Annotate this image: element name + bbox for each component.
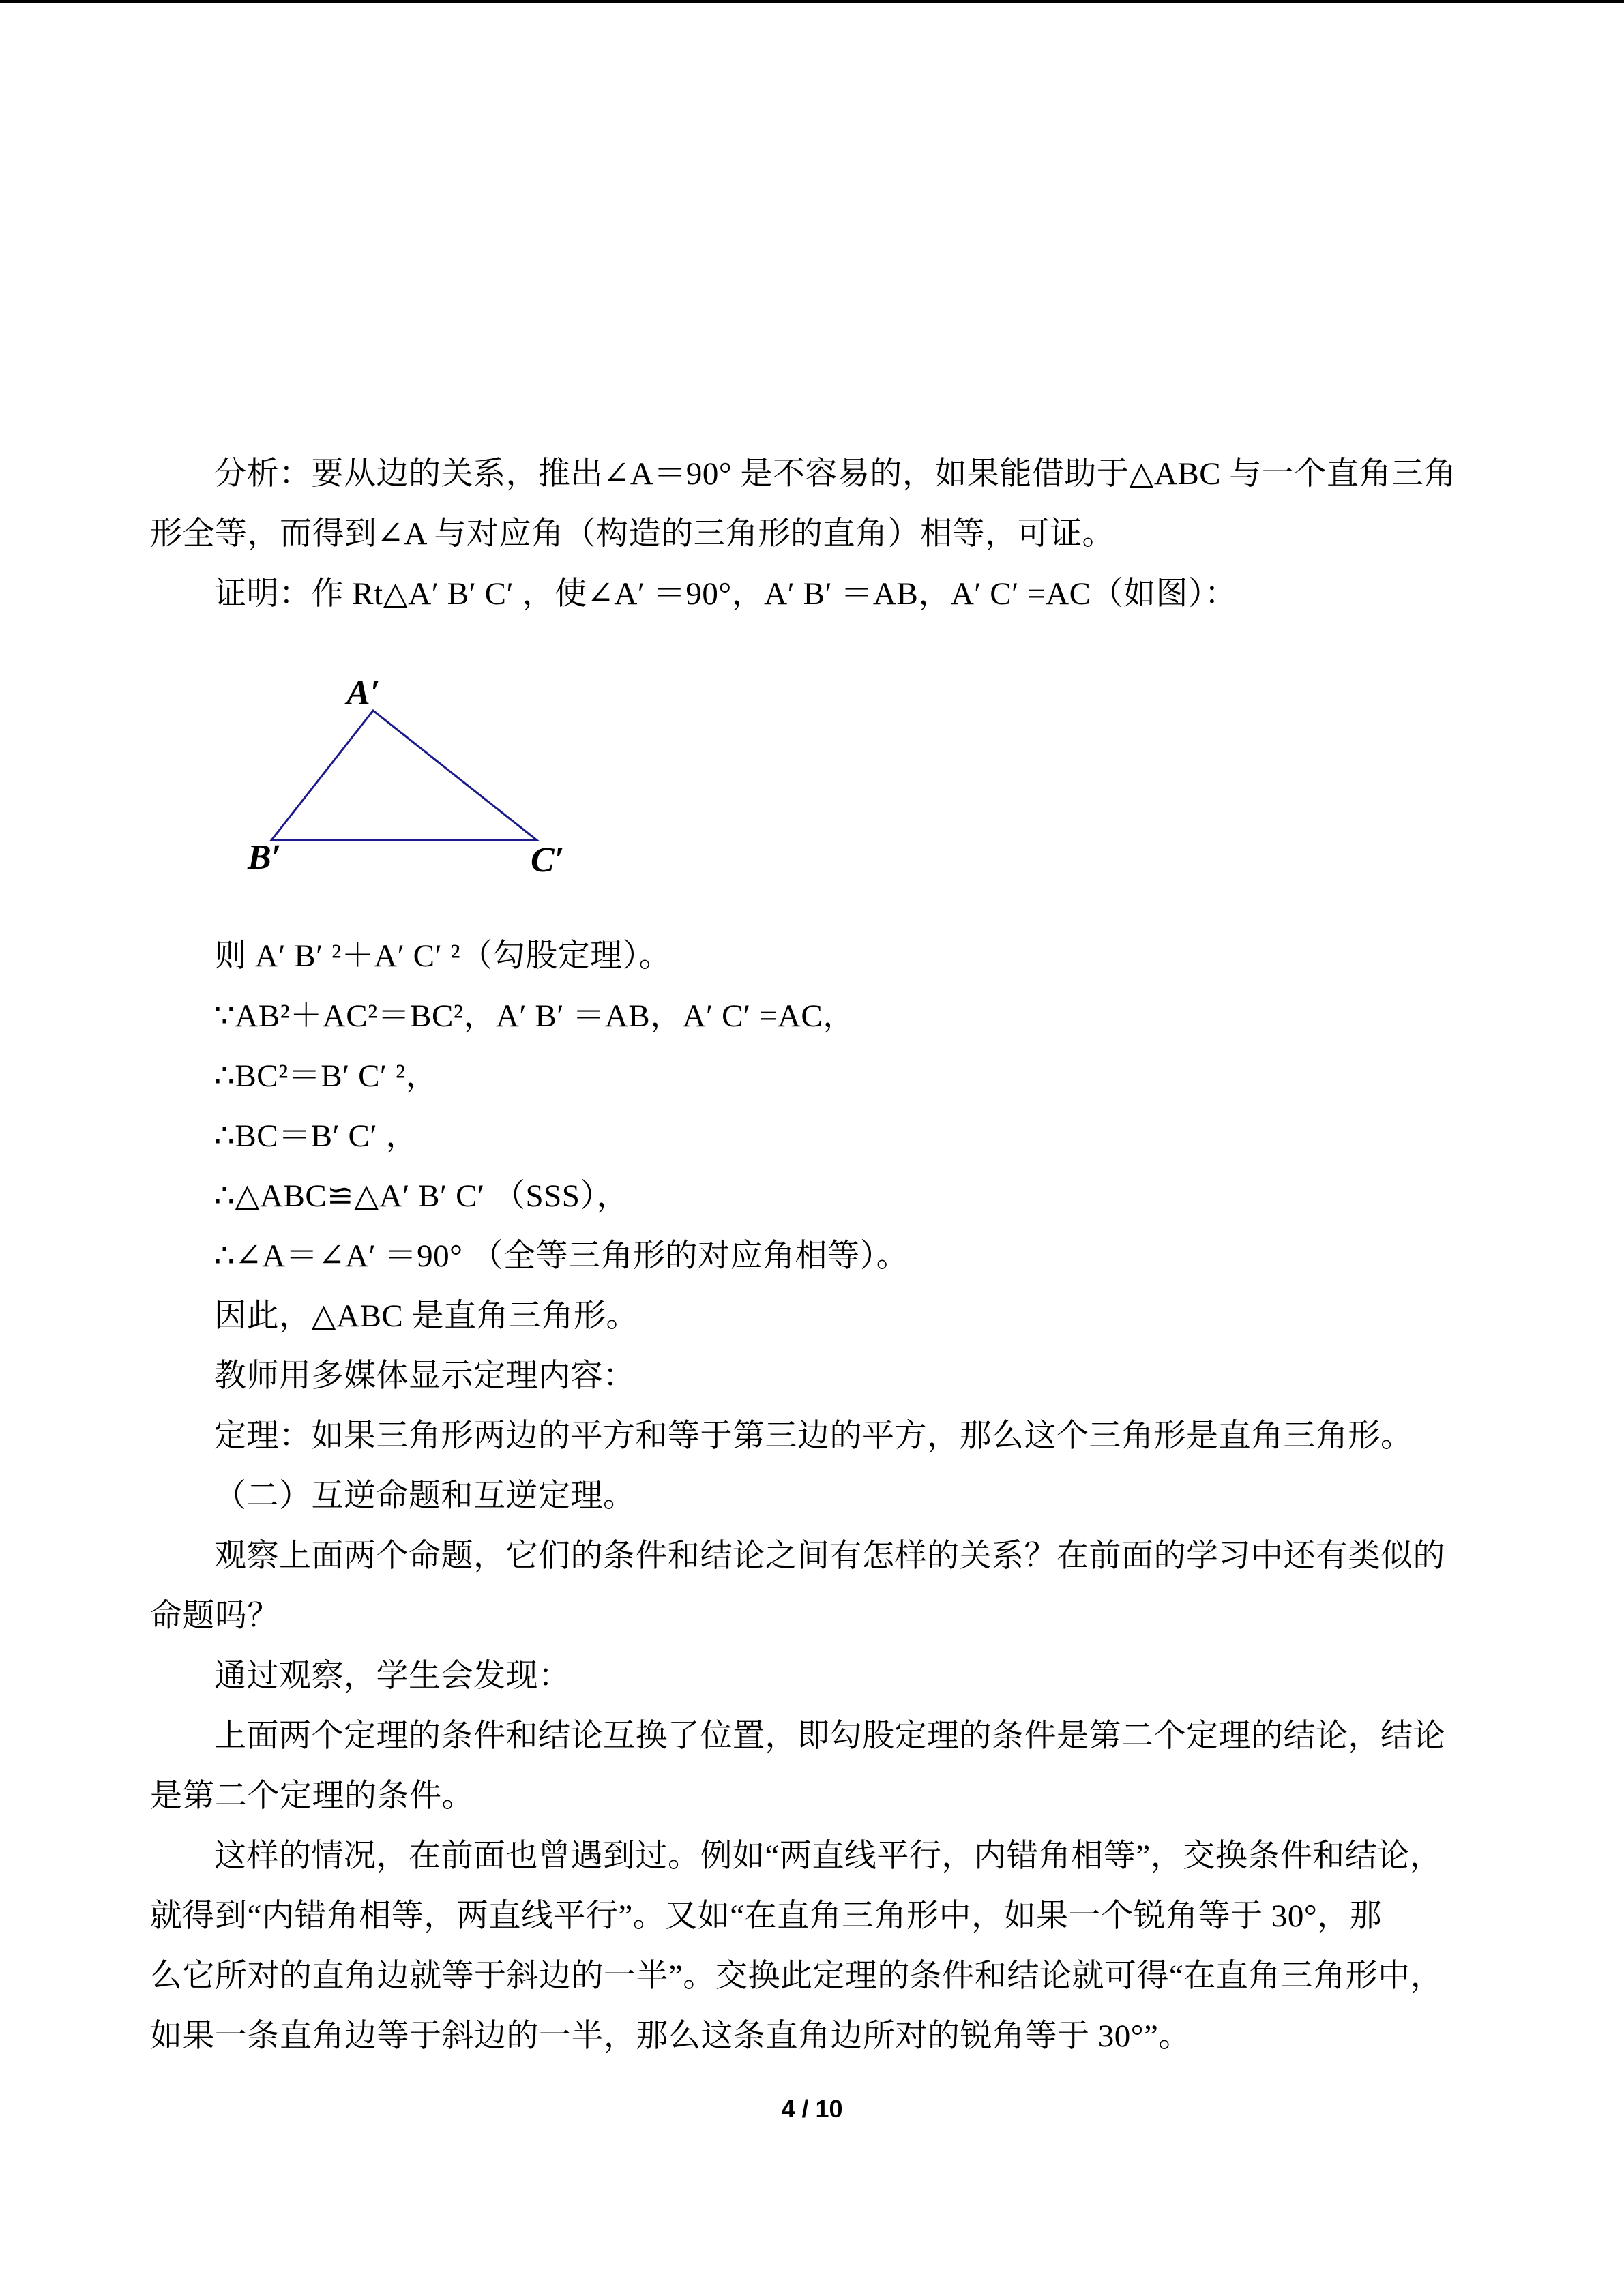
vertex-label-c: C′ — [531, 841, 565, 880]
text-line: 命题吗？ — [150, 1598, 280, 1634]
text-line: 上面两个定理的条件和结论互换了位置，即勾股定理的条件是第二个定理的结论，结论 — [214, 1718, 1445, 1754]
text-line: 则 A′ B′ ²＋A′ C′ ²（勾股定理）。 — [214, 938, 672, 974]
text-line: ∴△ABC≌△A′ B′ C′ （SSS）， — [214, 1178, 629, 1214]
text-block-after-figure — [150, 926, 1474, 2066]
text-line: ∴∠A＝∠A′ ＝90° （全等三角形的对应角相等）。 — [214, 1238, 909, 1274]
text-line: ∵AB²＋AC²＝BC²，A′ B′ ＝AB，A′ C′ =AC， — [214, 998, 855, 1034]
vertex-label-b: B′ — [248, 838, 282, 877]
text-block-before-figure — [150, 444, 1474, 624]
text-line: 是第二个定理的条件。 — [150, 1778, 474, 1814]
document-body — [150, 444, 1474, 2066]
text-line: 通过观察，学生会发现： — [214, 1658, 571, 1694]
text-line: （二）互逆命题和互逆定理。 — [214, 1478, 636, 1514]
text-line: 就得到“内错角相等，两直线平行”。又如“在直角三角形中，如果一个锐角等于 30°，那 — [150, 1898, 1383, 1934]
text-line: 观察上面两个命题，它们的条件和结论之间有怎样的关系？在前面的学习中还有类似的 — [214, 1538, 1445, 1574]
text-line: 证明：作 Rt△A′ B′ C′ ，使∠A′ ＝90°，A′ B′ ＝AB，A′ C′ =AC（如图）： — [214, 576, 1237, 612]
text-line: 分析：要从边的关系，推出∠A＝90° 是不容易的，如果能借助于△ABC 与一个直角三角 — [214, 456, 1456, 492]
triangle-figure — [150, 624, 1474, 926]
top-edge-bar — [0, 0, 1624, 3]
text-line: 这样的情况，在前面也曾遇到过。例如“两直线平行，内错角相等”，交换条件和结论， — [214, 1838, 1443, 1874]
text-line: 如果一条直角边等于斜边的一半，那么这条直角边所对的锐角等于 30°”。 — [150, 2018, 1191, 2054]
text-line: 教师用多媒体显示定理内容： — [214, 1358, 636, 1394]
triangle-shape — [271, 711, 537, 840]
text-line: ∴BC²＝B′ C′ ²， — [214, 1058, 439, 1094]
triangle-svg — [225, 655, 614, 886]
text-line: 定理：如果三角形两边的平方和等于第三边的平方，那么这个三角形是直角三角形。 — [214, 1418, 1413, 1454]
vertex-label-a: A′ — [346, 674, 381, 713]
text-line: 么它所对的直角边就等于斜边的一半”。交换此定理的条件和结论就可得“在直角三角形中， — [150, 1958, 1443, 1994]
page-number: 4 / 10 — [781, 2095, 843, 2123]
text-line: 形全等，而得到∠A 与对应角（构造的三角形的直角）相等，可证。 — [150, 516, 1114, 552]
text-line: ∴BC＝B′ C′ ， — [214, 1118, 418, 1154]
text-line: 因此，△ABC 是直角三角形。 — [214, 1298, 639, 1334]
